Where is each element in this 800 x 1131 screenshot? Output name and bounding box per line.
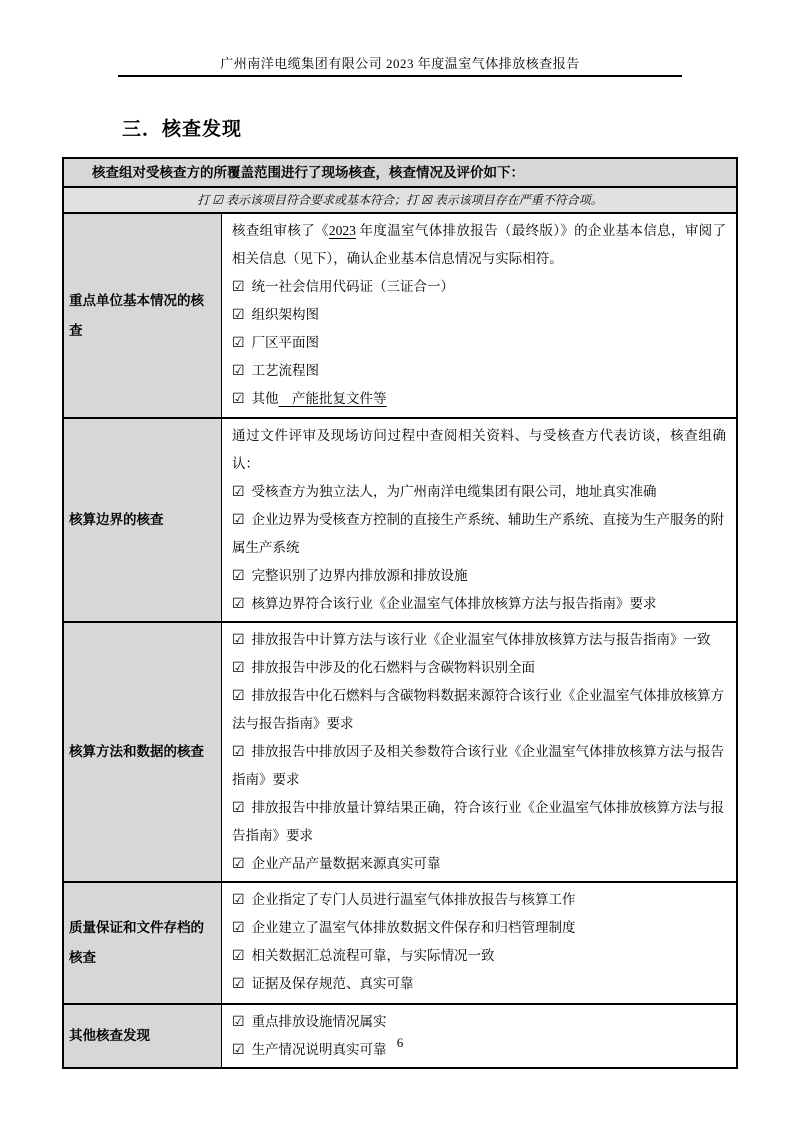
checklist-item [232, 886, 726, 914]
verification-findings-table [62, 157, 738, 1069]
row-content-cell [222, 419, 736, 621]
text-segment: 企业边界为受核查方控制的直接生产系统、辅助生产系统、直接为生产服务的附属生产系统 [232, 512, 725, 555]
checked-checkbox-icon: ☑ [232, 279, 245, 295]
checked-checkbox-icon: ☑ [232, 596, 245, 612]
page-number: 6 [396, 1035, 404, 1050]
checklist-item [232, 357, 726, 385]
checked-checkbox-icon: ☑ [232, 568, 245, 584]
checked-checkbox-icon: ☑ [232, 920, 245, 936]
table-row [64, 881, 736, 1003]
checklist-item [232, 385, 726, 413]
checked-checkbox-icon: ☑ [232, 632, 245, 648]
checked-checkbox-icon: ☑ [232, 856, 245, 872]
text-segment: 生产情况说明真实可靠 [251, 1042, 387, 1057]
table-rows [64, 212, 736, 1067]
text-segment: 排放报告中化石燃料与含碳物料数据来源符合该行业《企业温室气体排放核算方法与报告指南》要求 [232, 688, 725, 731]
text-segment: 企业产品产量数据来源真实可靠 [251, 856, 441, 871]
checked-checkbox-icon: ☑ [232, 744, 245, 760]
checklist-item [232, 682, 726, 738]
text-segment: 企业指定了专门人员进行温室气体排放报告与核算工作 [251, 892, 576, 907]
checked-checkbox-icon: ☑ [232, 391, 245, 407]
checklist-item [232, 562, 726, 590]
checklist-item [232, 942, 726, 970]
text-segment: 证据及保存规范、真实可靠 [251, 976, 414, 991]
paragraph [232, 422, 726, 478]
checked-checkbox-icon: ☑ [232, 1042, 245, 1058]
checklist-item [232, 626, 726, 654]
text-segment: 相关数据汇总流程可靠，与实际情况一致 [251, 948, 495, 963]
text-segment: 年度温室气体排放报告（最终版）》的企业基本信息，审阅了相关信息（见下），确认企业基本信息情况与实际相符。 [232, 223, 727, 266]
header-rule [118, 75, 682, 77]
table-row [64, 417, 736, 621]
checklist-item [232, 970, 726, 998]
checklist-item [232, 273, 726, 301]
row-content-cell [222, 883, 736, 1003]
text-segment: 核算边界符合该行业《企业温室气体排放核算方法与报告指南》要求 [251, 596, 657, 611]
text-segment: 完整识别了边界内排放源和排放设施 [251, 568, 468, 583]
checklist-item [232, 850, 726, 878]
text-segment: 2023 [328, 223, 356, 238]
row-label-cell [64, 883, 222, 1003]
checked-checkbox-icon: ☑ [232, 1014, 245, 1030]
checked-checkbox-icon: ☑ [232, 800, 245, 816]
row-label-text: 其他核查发现 [69, 1028, 150, 1043]
row-content-cell [222, 214, 736, 417]
text-segment: 重点排放设施情况属实 [251, 1014, 387, 1029]
row-label-cell [64, 623, 222, 881]
checked-checkbox-icon: ☑ [232, 976, 245, 992]
text-segment: 核查组审核了《 [232, 223, 329, 238]
checklist-item [232, 794, 726, 850]
text-segment: 排放报告中计算方法与该行业《企业温室气体排放核算方法与报告指南》一致 [251, 632, 711, 647]
checked-checkbox-icon: ☑ [232, 512, 245, 528]
checked-checkbox-icon: ☑ [232, 688, 245, 704]
text-segment: 组织架构图 [251, 307, 320, 322]
text-segment: 企业建立了温室气体排放数据文件保存和归档管理制度 [251, 920, 576, 935]
text-segment: 受核查方为独立法人，为广州南洋电缆集团有限公司，地址真实准确 [251, 484, 657, 499]
row-label-cell [64, 214, 222, 417]
checklist-item [232, 478, 726, 506]
row-label-text: 核算边界的核查 [69, 512, 164, 527]
checklist-item [232, 590, 726, 618]
text-segment: 通过文件评审及现场访问过程中查阅相关资料、与受核查方代表访谈，核查组确认： [232, 428, 726, 471]
text-segment: 产能批复文件等 [278, 391, 387, 406]
checklist-item [232, 329, 726, 357]
row-content-cell [222, 623, 736, 881]
table-legend-row: 打 ☑ 表示该项目符合要求或基本符合；打 ☒ 表示该项目存在严重不符合项。 [64, 186, 736, 212]
checklist-item [232, 914, 726, 942]
table-row [64, 212, 736, 417]
text-segment: 工艺流程图 [251, 363, 320, 378]
table-row [64, 621, 736, 881]
checked-checkbox-icon: ☑ [232, 363, 245, 379]
checked-checkbox-icon: ☑ [232, 892, 245, 908]
text-segment: 排放报告中排放量计算结果正确，符合该行业《企业温室气体排放核算方法与报告指南》要求 [232, 800, 725, 843]
checklist-item [232, 301, 726, 329]
text-segment: 其他 [251, 391, 279, 406]
row-label-text: 质量保证和文件存档的核查 [69, 920, 204, 965]
checked-checkbox-icon: ☑ [232, 335, 245, 351]
document-header-title: 广州南洋电缆集团有限公司 2023 年度温室气体排放核查报告 [220, 56, 580, 71]
row-label-cell [64, 419, 222, 621]
text-segment: 排放报告中涉及的化石燃料与含碳物料识别全面 [251, 660, 536, 675]
text-segment: 统一社会信用代码证（三证合一） [251, 279, 455, 294]
checklist-item [232, 506, 726, 562]
section-title: 三．核查发现 [122, 119, 243, 140]
checklist-item [232, 738, 726, 794]
checked-checkbox-icon: ☑ [232, 484, 245, 500]
checked-checkbox-icon: ☑ [232, 660, 245, 676]
checklist-item [232, 654, 726, 682]
text-segment: 排放报告中排放因子及相关参数符合该行业《企业温室气体排放核算方法与报告指南》要求 [232, 744, 725, 787]
table-intro-row: 核查组对受核查方的所覆盖范围进行了现场核查，核查情况及评价如下： [64, 159, 736, 186]
paragraph [232, 217, 726, 273]
row-label-text: 重点单位基本情况的核查 [69, 292, 204, 338]
checklist-item [232, 1008, 726, 1036]
row-label-text: 核算方法和数据的核查 [69, 744, 204, 759]
checked-checkbox-icon: ☑ [232, 948, 245, 964]
text-segment: 厂区平面图 [251, 335, 320, 350]
checked-checkbox-icon: ☑ [232, 307, 245, 323]
